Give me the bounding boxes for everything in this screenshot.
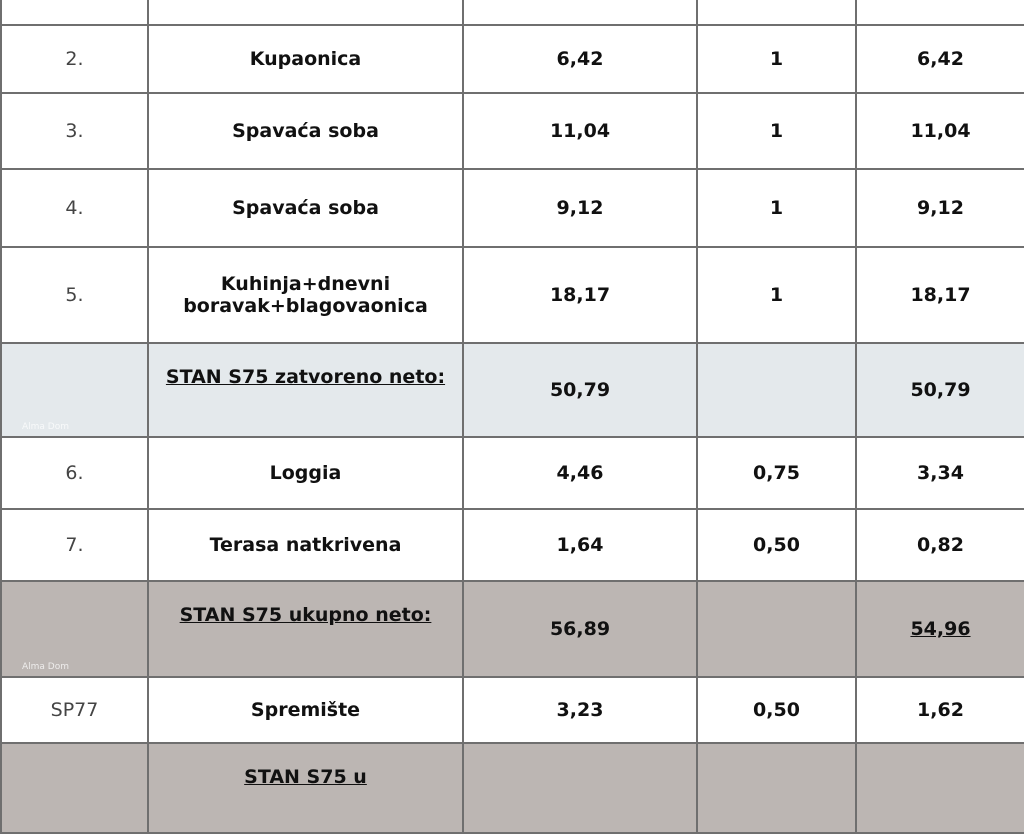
room-area: 4,46	[463, 437, 697, 509]
coefficient	[697, 581, 856, 677]
coefficient	[697, 743, 856, 833]
subtotal-net: 50,79	[856, 343, 1024, 437]
table-row	[1, 93, 1024, 169]
coefficient: 0,75	[697, 437, 856, 509]
subtotal-area: 56,89	[463, 581, 697, 677]
watermark: Alma Dom	[22, 662, 70, 672]
room-area	[463, 0, 697, 25]
subtotal-row	[1, 343, 1024, 437]
net-area: 0,82	[856, 509, 1024, 581]
row-number: 4.	[1, 169, 148, 247]
empty-cell	[1, 743, 148, 833]
room-area: 11,04	[463, 93, 697, 169]
net-area: 11,04	[856, 93, 1024, 169]
subtotal-label-cell	[148, 743, 463, 833]
room-name	[148, 247, 463, 343]
room-area: 9,12	[463, 169, 697, 247]
subtotal-label-cell	[148, 581, 463, 677]
table-row	[1, 0, 1024, 25]
room-area: 3,23	[463, 677, 697, 743]
row-number: 3.	[1, 93, 148, 169]
coefficient: 1	[697, 247, 856, 343]
row-number: 6.	[1, 437, 148, 509]
empty-cell	[1, 343, 148, 437]
coefficient	[697, 0, 856, 25]
subtotal-area	[463, 743, 697, 833]
row-number	[1, 0, 148, 25]
room-name-line-2: boravak+blagovaonica	[183, 295, 428, 317]
subtotal-row	[1, 581, 1024, 677]
table-row	[1, 509, 1024, 581]
room-name-line-1: Kuhinja+dnevni	[220, 273, 391, 295]
table-row	[1, 437, 1024, 509]
room-area: 6,42	[463, 25, 697, 93]
empty-cell	[1, 581, 148, 677]
subtotal-label: STAN S75 ukupno neto:	[179, 604, 432, 626]
subtotal-net: 54,96	[856, 581, 1024, 677]
net-area	[856, 0, 1024, 25]
room-name: Terasa natkrivena	[148, 509, 463, 581]
table-row	[1, 677, 1024, 743]
subtotal-label: STAN S75 zatvoreno neto:	[165, 366, 446, 388]
net-area: 1,62	[856, 677, 1024, 743]
row-number: SP77	[1, 677, 148, 743]
table-row	[1, 247, 1024, 343]
subtotal-area: 50,79	[463, 343, 697, 437]
net-area: 9,12	[856, 169, 1024, 247]
room-name: Spavaća soba	[148, 169, 463, 247]
net-area: 3,34	[856, 437, 1024, 509]
coefficient	[697, 343, 856, 437]
room-name: Loggia	[148, 437, 463, 509]
row-number: 5.	[1, 247, 148, 343]
subtotal-label-cell	[148, 343, 463, 437]
room-name	[148, 0, 463, 25]
subtotal-label: STAN S75 u	[244, 766, 367, 788]
coefficient: 0,50	[697, 509, 856, 581]
room-name: Kupaonica	[148, 25, 463, 93]
room-area: 18,17	[463, 247, 697, 343]
coefficient: 1	[697, 25, 856, 93]
table-row	[1, 25, 1024, 93]
table-row	[1, 169, 1024, 247]
row-number: 7.	[1, 509, 148, 581]
room-name: Spavaća soba	[148, 93, 463, 169]
room-name: Spremište	[148, 677, 463, 743]
watermark: Alma Dom	[22, 422, 70, 432]
subtotal-row	[1, 743, 1024, 833]
row-number: 2.	[1, 25, 148, 93]
net-area: 6,42	[856, 25, 1024, 93]
net-area: 18,17	[856, 247, 1024, 343]
coefficient: 1	[697, 169, 856, 247]
subtotal-net	[856, 743, 1024, 833]
coefficient: 1	[697, 93, 856, 169]
room-area: 1,64	[463, 509, 697, 581]
coefficient: 0,50	[697, 677, 856, 743]
